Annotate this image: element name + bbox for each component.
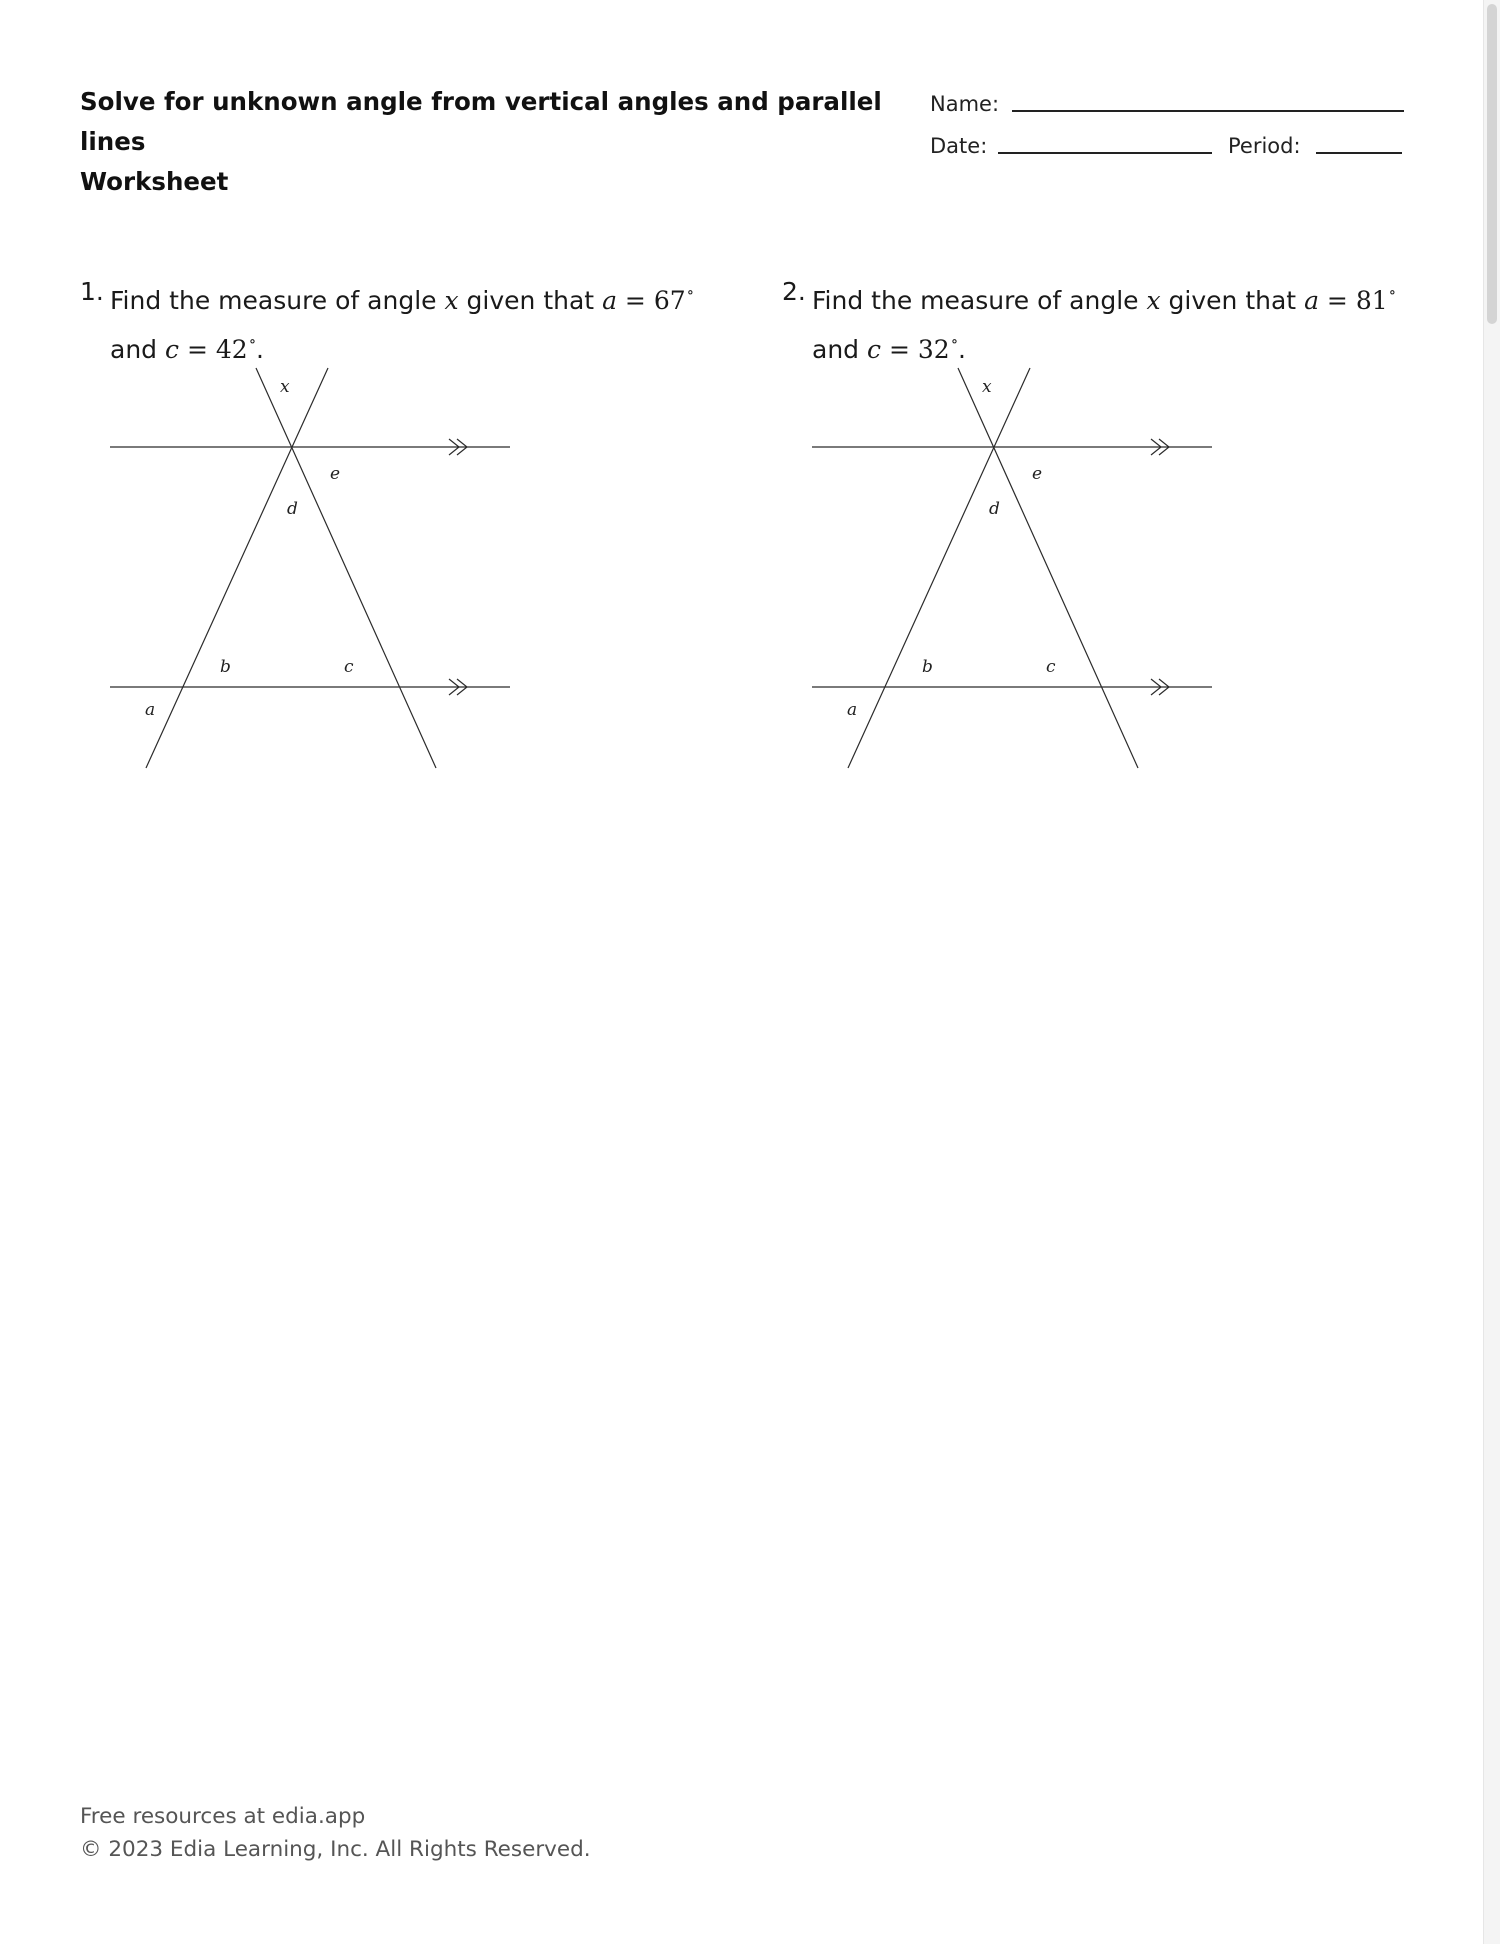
- text-lead: Find the measure of angle: [110, 286, 437, 315]
- problem-number: 1.: [80, 277, 104, 306]
- label-d: d: [287, 499, 298, 519]
- label-e: e: [330, 464, 341, 484]
- var-a: a: [602, 286, 617, 315]
- unknown-var: x: [444, 286, 459, 315]
- c-value: [215, 332, 257, 364]
- label-c: c: [1046, 657, 1056, 677]
- problem-text: [812, 272, 1412, 370]
- title-line-2: Worksheet: [80, 167, 229, 196]
- equals-sign: =: [186, 335, 208, 364]
- label-c: c: [344, 657, 354, 677]
- unknown-var: x: [1146, 286, 1161, 315]
- a-value: [1355, 283, 1396, 315]
- c-value-number: 32: [917, 335, 950, 364]
- date-field[interactable]: [998, 152, 1212, 154]
- c-value-number: 42: [215, 335, 248, 364]
- var-c: c: [165, 335, 180, 364]
- label-x: x: [982, 377, 992, 397]
- problem-number: 2.: [782, 277, 806, 306]
- text-and: and: [110, 335, 158, 364]
- worksheet-title: [80, 82, 900, 202]
- label-a: a: [847, 700, 858, 720]
- text-given: given that: [466, 286, 595, 315]
- degree-symbol: ∘: [248, 332, 257, 350]
- transversal-right: [256, 368, 436, 768]
- problem-text: [110, 272, 710, 370]
- footer-copyright: © 2023 Edia Learning, Inc. All Rights Reserved.: [80, 1837, 591, 1862]
- label-d: d: [989, 499, 1000, 519]
- transversal-left: [146, 368, 328, 768]
- a-value: [653, 283, 694, 315]
- scrollbar-thumb[interactable]: [1487, 4, 1497, 324]
- sentence-end: .: [958, 335, 966, 364]
- page-scrollbar[interactable]: [1483, 0, 1500, 1944]
- name-label: Name:: [930, 92, 1000, 116]
- equals-sign: =: [1326, 286, 1348, 315]
- label-x: x: [280, 377, 290, 397]
- equals-sign: =: [624, 286, 646, 315]
- c-value: [917, 332, 959, 364]
- period-field[interactable]: [1316, 152, 1402, 154]
- date-label: Date:: [930, 134, 988, 158]
- text-and: and: [812, 335, 860, 364]
- diagram-svg: [812, 366, 1212, 770]
- label-b: b: [922, 657, 933, 677]
- transversal-left: [848, 368, 1030, 768]
- angle-diagram-1: [110, 366, 510, 770]
- text-given: given that: [1168, 286, 1297, 315]
- title-line-1: Solve for unknown angle from vertical angles and parallel lines: [80, 87, 882, 156]
- angle-diagram-2: [812, 366, 1212, 770]
- degree-symbol: ∘: [1388, 283, 1396, 301]
- label-e: e: [1032, 464, 1043, 484]
- equals-sign: =: [888, 335, 910, 364]
- label-a: a: [145, 700, 156, 720]
- degree-symbol: ∘: [686, 283, 694, 301]
- transversal-right: [958, 368, 1138, 768]
- a-value-number: 67: [653, 286, 686, 315]
- a-value-number: 81: [1355, 286, 1388, 315]
- var-c: c: [867, 335, 882, 364]
- sentence-end: .: [256, 335, 264, 364]
- period-label: Period:: [1228, 134, 1301, 158]
- degree-symbol: ∘: [950, 332, 959, 350]
- name-field[interactable]: [1012, 110, 1404, 112]
- text-lead: Find the measure of angle: [812, 286, 1139, 315]
- diagram-svg: [110, 366, 510, 770]
- footer: [80, 1800, 591, 1866]
- label-b: b: [220, 657, 231, 677]
- var-a: a: [1304, 286, 1319, 315]
- footer-resources: Free resources at edia.app: [80, 1804, 366, 1829]
